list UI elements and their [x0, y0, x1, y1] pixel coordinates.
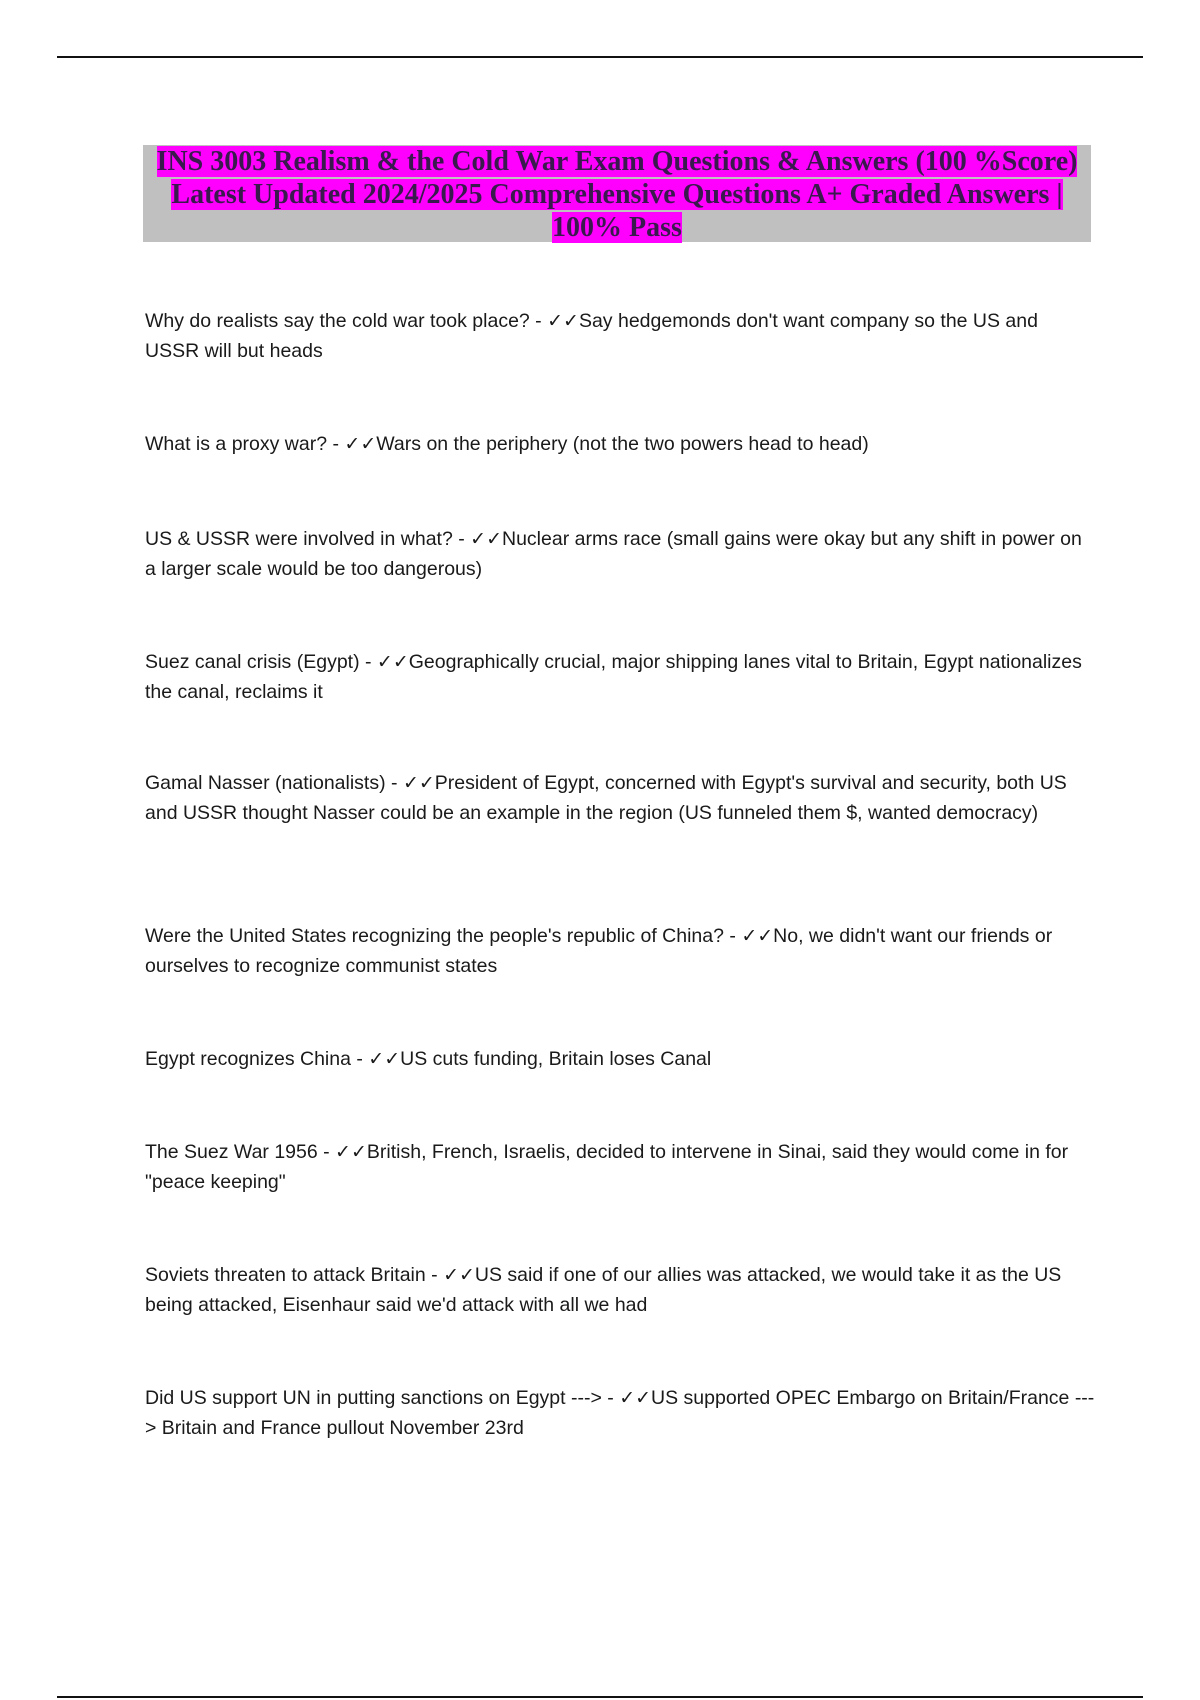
bottom-rule — [57, 1696, 1143, 1698]
qa-item — [145, 1044, 1095, 1074]
question-text: What is a proxy war? — [145, 433, 328, 455]
document-title: INS 3003 Realism & the Cold War Exam Questions & Answers (100 %Score) Latest Updated 2024/2025 Comprehensive Questions A+ Graded Answers | 100% Pass — [156, 146, 1078, 243]
qa-item — [145, 647, 1095, 707]
question-text: Gamal Nasser (nationalists) — [145, 772, 386, 794]
qa-item — [145, 768, 1095, 828]
question-text: Suez canal crisis (Egypt) — [145, 651, 360, 673]
question-text: Why do realists say the cold war took place? — [145, 310, 530, 332]
question-text: The Suez War 1956 — [145, 1141, 318, 1163]
check-mark-icon: ✓✓ — [368, 1048, 401, 1070]
check-mark-icon: ✓✓ — [344, 433, 377, 455]
answer-text: Wars on the periphery (not the two powers head to head) — [376, 433, 869, 455]
separator: - — [529, 310, 548, 332]
check-mark-icon: ✓✓ — [547, 310, 579, 332]
question-text: US & USSR were involved in what? — [145, 528, 453, 550]
qa-item — [145, 921, 1095, 981]
separator: - — [452, 528, 471, 550]
answer-text: Nuclear arms race (small gains were okay but any shift in power on a larger scale would be too dangerous) — [145, 528, 1082, 580]
answer-text: British, French, Israelis, decided to intervene in Sinai, said they would come in for "peace keeping" — [145, 1141, 1069, 1193]
check-mark-icon: ✓✓ — [402, 772, 435, 794]
qa-item — [145, 1137, 1095, 1197]
check-mark-icon: ✓✓ — [741, 925, 774, 947]
check-mark-icon: ✓✓ — [376, 651, 409, 673]
answer-text: No, we didn't want our friends or ourselves to recognize communist states — [145, 925, 1053, 977]
separator: - — [317, 1141, 336, 1163]
check-mark-icon: ✓✓ — [335, 1141, 367, 1163]
top-rule — [57, 56, 1143, 58]
answer-text: Say hedgemonds don't want company so the US and USSR will but heads — [145, 310, 1038, 362]
qa-item — [145, 306, 1095, 366]
qa-item — [145, 1383, 1095, 1443]
separator: - — [601, 1387, 620, 1409]
qa-item — [145, 524, 1095, 584]
separator: - — [385, 772, 403, 794]
question-text: Were the United States recognizing the people's republic of China? — [145, 925, 724, 947]
separator: - — [425, 1264, 444, 1286]
separator: - — [327, 433, 345, 455]
check-mark-icon: ✓✓ — [470, 528, 502, 550]
separator: - — [350, 1048, 369, 1070]
qa-item — [145, 429, 1095, 459]
question-text: Soviets threaten to attack Britain — [145, 1264, 426, 1286]
question-text: Egypt recognizes China — [145, 1048, 351, 1070]
check-mark-icon: ✓✓ — [619, 1387, 652, 1409]
check-mark-icon: ✓✓ — [443, 1264, 475, 1286]
separator: - — [359, 651, 377, 673]
qa-item — [145, 1260, 1095, 1320]
title-banner — [143, 145, 1091, 242]
separator: - — [723, 925, 742, 947]
answer-text: US cuts funding, Britain loses Canal — [400, 1048, 712, 1070]
answer-text: US supported OPEC Embargo on Britain/France ---> Britain and France pullout November 23rd — [145, 1387, 1095, 1439]
answer-text: President of Egypt, concerned with Egypt's survival and security, both US and USSR thought Nasser could be an example in the region (US funneled them $, wanted democracy) — [145, 772, 1067, 824]
question-text: Did US support UN in putting sanctions on Egypt ---> — [145, 1387, 602, 1409]
answer-text: Geographically crucial, major shipping lanes vital to Britain, Egypt nationalizes the canal, reclaims it — [145, 651, 1082, 703]
answer-text: US said if one of our allies was attacked, we would take it as the US being attacked, Eisenhaur said we'd attack with all we had — [145, 1264, 1062, 1316]
